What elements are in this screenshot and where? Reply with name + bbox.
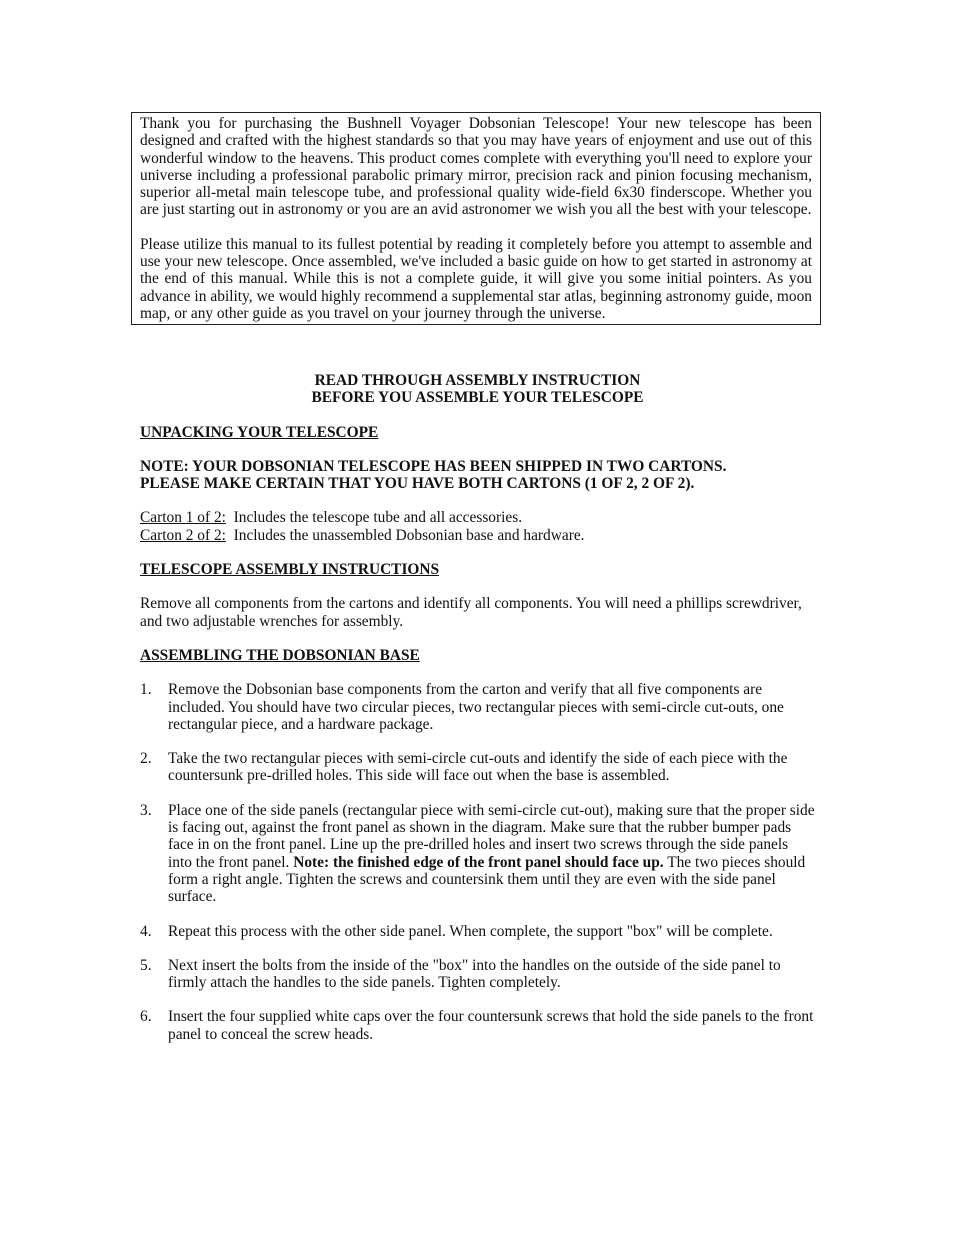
shipping-note-line-2: PLEASE MAKE CERTAIN THAT YOU HAVE BOTH CARTONS (1 OF 2, 2 OF 2). (140, 475, 695, 493)
step-number: 3. (140, 801, 152, 819)
step-text: Remove the Dobsonian base components from the carton and verify that all five components are included. You should have two circular pieces, two rectangular pieces with semi-circle cut-outs, one rectangular piece, and a hardware package. (168, 681, 784, 733)
step-text: Take the two rectangular pieces with semi-circle cut-outs and identify the side of each piece with the countersunk pre-drilled holes. This side will face out when the base is assembled. (168, 750, 788, 785)
list-item (140, 1008, 815, 1043)
intro-paragraph-2: Please utilize this manual to its fullest potential by reading it completely before you attempt to assemble and use your new telescope. Once assembled, we've included a basic guide on how to get started in astronomy at the end of this manual. While this is not a complete guide, it will give you some initial pointers. As you advance in ability, we would highly recommend a supplemental star atlas, beginning astronomy guide, moon map, or any other guide as you travel on your journey through the universe. (140, 235, 812, 322)
list-item (140, 957, 815, 992)
read-instructions-banner (140, 372, 815, 407)
base-heading: ASSEMBLING THE DOBSONIAN BASE (140, 646, 420, 664)
shipping-note-line-1: NOTE: YOUR DOBSONIAN TELESCOPE HAS BEEN SHIPPED IN TWO CARTONS. (140, 457, 727, 475)
step-number: 2. (140, 750, 152, 768)
step-note-bold: Note: the finished edge of the front panel should face up. (293, 853, 664, 871)
base-steps-list (140, 681, 815, 1043)
step-text: Repeat this process with the other side panel. When complete, the support "box" will be complete. (168, 922, 773, 940)
carton-2-label: Carton 2 of 2: (140, 526, 226, 544)
carton-1 (140, 509, 815, 526)
shipping-note (140, 458, 815, 493)
banner-line-1: READ THROUGH ASSEMBLY INSTRUCTION (314, 372, 641, 389)
carton-2 (140, 527, 815, 544)
list-item (140, 802, 815, 906)
unpacking-heading: UNPACKING YOUR TELESCOPE (140, 423, 379, 441)
carton-2-text: Includes the unassembled Dobsonian base and hardware. (225, 526, 585, 544)
list-item (140, 750, 815, 785)
assembly-text: Remove all components from the cartons and identify all components. You will need a phillips screwdriver, and two adjustable wrenches for assembly. (140, 595, 802, 630)
step-number: 4. (140, 922, 152, 940)
intro-box (131, 112, 821, 325)
carton-list (140, 509, 815, 544)
step-text: Place one of the side panels (rectangular piece with semi-circle cut-out), making sure that the proper side is facing out, against the front panel as shown in the diagram. Make sure that the rubber bumper pads face in on the front panel. Line up the pre-drilled holes and insert two screws through the side panels into the front panel. (168, 801, 815, 871)
carton-1-text: Includes the telescope tube and all accessories. (225, 509, 523, 527)
step-number: 6. (140, 1008, 152, 1026)
list-item (140, 923, 815, 940)
list-item (140, 681, 815, 733)
step-number: 1. (140, 681, 152, 699)
instructions-content (140, 372, 815, 1043)
step-text: Insert the four supplied white caps over the four countersunk screws that hold the side panels to the front panel to conceal the screw heads. (168, 1008, 814, 1043)
step-number: 5. (140, 956, 152, 974)
step-text-continued: The two pieces should form a right angle. Tighten the screws and countersink them until they are even with the side panel surface. (168, 853, 806, 906)
carton-1-label: Carton 1 of 2: (140, 509, 226, 527)
assembly-heading: TELESCOPE ASSEMBLY INSTRUCTIONS (140, 561, 440, 579)
banner-line-2: BEFORE YOU ASSEMBLE YOUR TELESCOPE (311, 389, 644, 407)
intro-paragraph-1: Thank you for purchasing the Bushnell Voyager Dobsonian Telescope! Your new telescope has been designed and crafted with the highest standards so that you may have years of enjoyment and use out of this wonderful window to the heavens. This product comes complete with everything you'll need to explore your universe including a professional parabolic primary mirror, precision rack and pinion focusing mechanism, superior all-metal main telescope tube, and professional quality wide-field 6x30 finderscope. Whether you are just starting out in astronomy or you are an avid astronomer we wish you all the best with your telescope. (140, 115, 812, 219)
step-text: Next insert the bolts from the inside of the "box" into the handles on the outside of the side panel to firmly attach the handles to the side panels. Tighten completely. (168, 956, 781, 992)
